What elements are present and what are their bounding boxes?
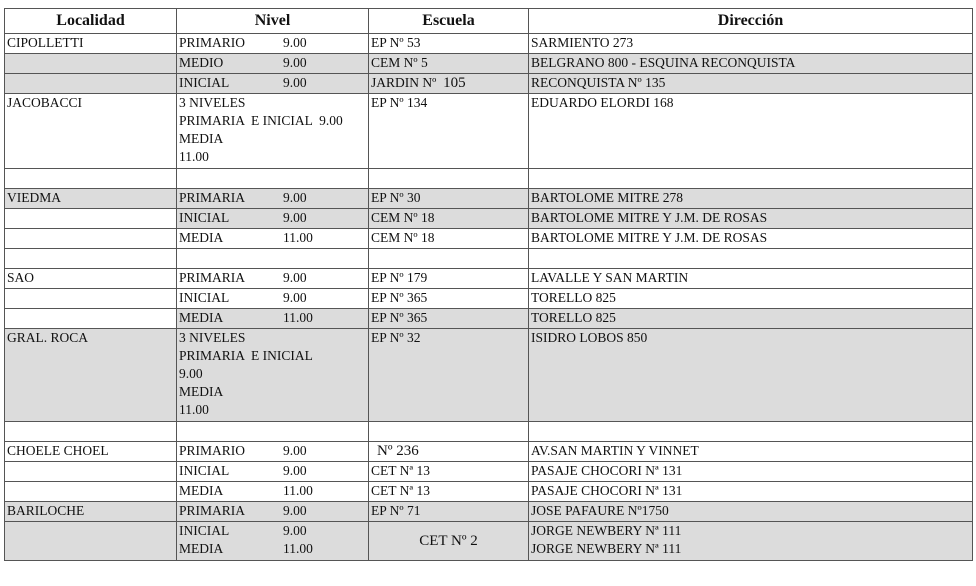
nivel-line: MEDIA	[179, 384, 224, 399]
cell-nivel	[177, 189, 369, 209]
cell-nivel	[177, 309, 369, 329]
cell-escuela: EP Nº 30	[369, 189, 529, 209]
cell-escuela: CEM Nº 18	[369, 209, 529, 229]
table-row	[5, 34, 973, 54]
level-name: INICIAL	[179, 290, 230, 305]
address-line: JORGE NEWBERY Nª 111	[531, 541, 682, 556]
cell-escuela: EP Nº 134	[369, 94, 529, 169]
cell-localidad	[5, 74, 177, 94]
level-time: 9.00	[283, 190, 307, 205]
cell-localidad	[5, 209, 177, 229]
nivel-line: 11.00	[179, 402, 209, 417]
cell-direccion: BELGRANO 800 - ESQUINA RECONQUISTA	[529, 54, 973, 74]
nivel-line: 3 NIVELES	[179, 330, 246, 345]
nivel-line: PRIMARIA E INICIAL 9.00	[179, 113, 343, 128]
cell-nivel	[177, 94, 369, 169]
table-row	[5, 462, 973, 482]
level-name: INICIAL	[179, 210, 230, 225]
cell-nivel	[177, 54, 369, 74]
table-row	[5, 189, 973, 209]
table-row	[5, 289, 973, 309]
level-name: INICIAL	[179, 463, 230, 478]
cell-escuela: Nº 236	[369, 442, 529, 462]
level-name: MEDIO	[179, 55, 224, 70]
cell-nivel	[177, 502, 369, 522]
level-name: PRIMARIA	[179, 270, 246, 285]
cell-direccion: EDUARDO ELORDI 168	[529, 94, 973, 169]
cell-nivel	[177, 462, 369, 482]
level-name: PRIMARIA	[179, 503, 246, 518]
cell-localidad	[5, 289, 177, 309]
level-name: MEDIA	[179, 541, 224, 556]
cell-nivel	[177, 229, 369, 249]
cell-direccion: RECONQUISTA Nº 135	[529, 74, 973, 94]
cell-escuela: CEM Nº 18	[369, 229, 529, 249]
address-line: JORGE NEWBERY Nª 111	[531, 523, 682, 538]
cell-localidad	[5, 309, 177, 329]
cell-escuela: EP Nº 32	[369, 329, 529, 422]
cell-nivel	[177, 74, 369, 94]
cell-direccion: AV.SAN MARTIN Y VINNET	[529, 442, 973, 462]
level-time: 11.00	[283, 483, 313, 498]
level-name: MEDIA	[179, 310, 224, 325]
table-row	[5, 94, 973, 169]
level-time: 9.00	[283, 35, 307, 50]
cell-escuela: CET Nª 13	[369, 482, 529, 502]
nivel-line: 9.00	[179, 366, 203, 381]
cell-nivel	[177, 34, 369, 54]
nivel-line: 11.00	[179, 149, 209, 164]
level-time: 9.00	[283, 463, 307, 478]
level-time: 9.00	[283, 503, 307, 518]
level-name: PRIMARIO	[179, 35, 246, 50]
cell-localidad	[5, 229, 177, 249]
spacer-row	[5, 422, 973, 442]
cell-nivel	[177, 329, 369, 422]
cell-localidad	[5, 54, 177, 74]
cell-localidad: BARILOCHE	[5, 502, 177, 522]
spacer-row	[5, 249, 973, 269]
header-escuela: Escuela	[369, 9, 529, 34]
level-name: PRIMARIO	[179, 443, 246, 458]
level-time: 9.00	[283, 75, 307, 90]
cell-direccion: SARMIENTO 273	[529, 34, 973, 54]
level-name: PRIMARIA	[179, 190, 246, 205]
cell-escuela: CET Nª 13	[369, 462, 529, 482]
table-row	[5, 522, 973, 561]
table-row	[5, 482, 973, 502]
cell-direccion: JOSE PAFAURE Nº1750	[529, 502, 973, 522]
table-row	[5, 502, 973, 522]
cell-direccion: BARTOLOME MITRE Y J.M. DE ROSAS	[529, 209, 973, 229]
level-time: 11.00	[283, 310, 313, 325]
nivel-line: 3 NIVELES	[179, 95, 246, 110]
level-name: INICIAL	[179, 75, 230, 90]
cell-escuela: EP Nº 365	[369, 309, 529, 329]
school-number: 105	[443, 75, 466, 91]
cell-localidad	[5, 482, 177, 502]
cell-nivel	[177, 209, 369, 229]
header-nivel: Nivel	[177, 9, 369, 34]
table-row	[5, 74, 973, 94]
cell-escuela: CET Nº 2	[369, 522, 529, 561]
cell-nivel	[177, 522, 369, 561]
cell-escuela: EP Nº 179	[369, 269, 529, 289]
cell-direccion: TORELLO 825	[529, 309, 973, 329]
cell-localidad: CHOELE CHOEL	[5, 442, 177, 462]
cell-localidad	[5, 462, 177, 482]
cell-escuela: CEM Nº 5	[369, 54, 529, 74]
cell-localidad: SAO	[5, 269, 177, 289]
level-time: 9.00	[283, 443, 307, 458]
cell-escuela: EP Nº 53	[369, 34, 529, 54]
level-time: 11.00	[283, 541, 313, 556]
level-time: 9.00	[283, 290, 307, 305]
level-time: 9.00	[283, 55, 307, 70]
cell-localidad: VIEDMA	[5, 189, 177, 209]
level-name: MEDIA	[179, 483, 224, 498]
school-prefix: JARDIN Nº	[371, 75, 437, 90]
cell-localidad: GRAL. ROCA	[5, 329, 177, 422]
table-row	[5, 269, 973, 289]
schools-table	[4, 8, 973, 561]
level-time: 9.00	[283, 523, 307, 538]
cell-escuela	[369, 74, 529, 94]
level-name: MEDIA	[179, 230, 224, 245]
level-name: INICIAL	[179, 523, 230, 538]
header-localidad: Localidad	[5, 9, 177, 34]
cell-escuela: EP Nº 365	[369, 289, 529, 309]
cell-direccion: PASAJE CHOCORI Nª 131	[529, 462, 973, 482]
table-row	[5, 309, 973, 329]
cell-localidad: JACOBACCI	[5, 94, 177, 169]
cell-direccion: TORELLO 825	[529, 289, 973, 309]
cell-direccion	[529, 522, 973, 561]
cell-escuela: EP Nº 71	[369, 502, 529, 522]
cell-direccion: PASAJE CHOCORI Nª 131	[529, 482, 973, 502]
cell-direccion: BARTOLOME MITRE Y J.M. DE ROSAS	[529, 229, 973, 249]
table-row	[5, 209, 973, 229]
cell-localidad: CIPOLLETTI	[5, 34, 177, 54]
table-row	[5, 229, 973, 249]
cell-nivel	[177, 289, 369, 309]
level-time: 9.00	[283, 210, 307, 225]
cell-nivel	[177, 482, 369, 502]
table-row	[5, 442, 973, 462]
table-row	[5, 54, 973, 74]
cell-nivel	[177, 442, 369, 462]
cell-nivel	[177, 269, 369, 289]
level-time: 11.00	[283, 230, 313, 245]
cell-direccion: BARTOLOME MITRE 278	[529, 189, 973, 209]
cell-localidad	[5, 522, 177, 561]
spacer-row	[5, 169, 973, 189]
header-row	[5, 9, 973, 34]
cell-direccion: ISIDRO LOBOS 850	[529, 329, 973, 422]
nivel-line: MEDIA	[179, 131, 224, 146]
level-time: 9.00	[283, 270, 307, 285]
table-row	[5, 329, 973, 422]
nivel-line: PRIMARIA E INICIAL	[179, 348, 313, 363]
cell-direccion: LAVALLE Y SAN MARTIN	[529, 269, 973, 289]
header-direccion: Dirección	[529, 9, 973, 34]
